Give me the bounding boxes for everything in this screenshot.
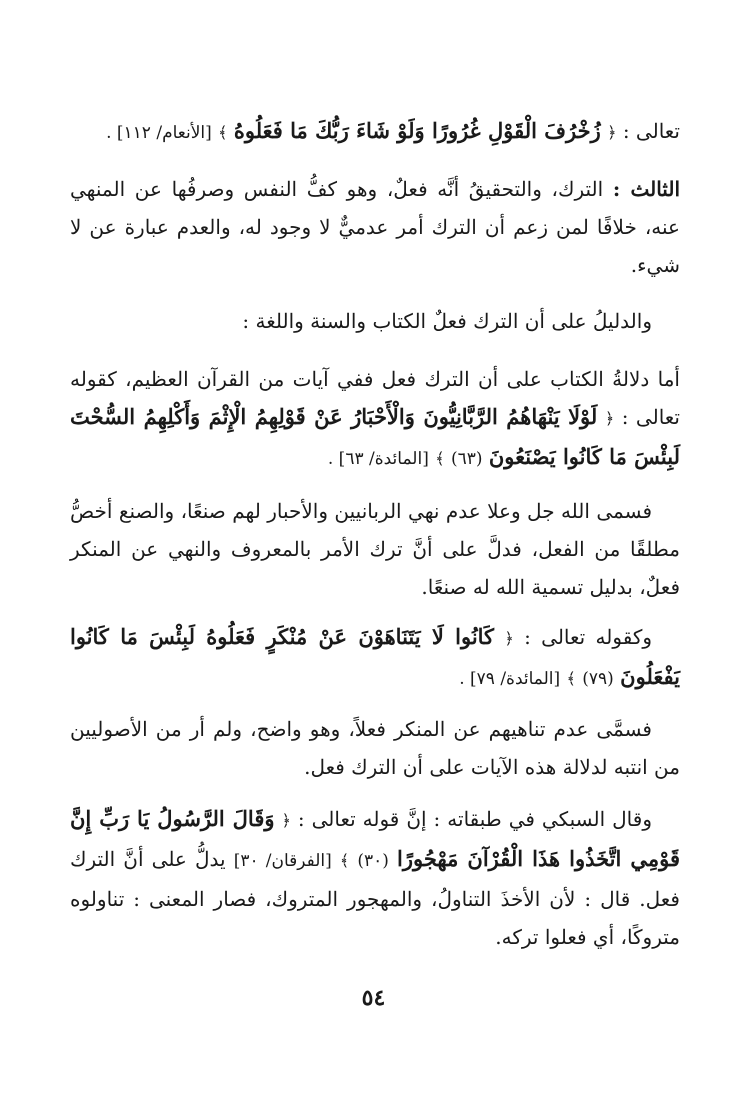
quran-close-bracket-icon: ﴾ bbox=[339, 851, 350, 870]
quran-open-bracket-icon: ﴿ bbox=[281, 811, 291, 830]
ayah-number-icon: (٧٩) bbox=[582, 669, 614, 689]
quran-close-bracket-icon: ﴾ bbox=[218, 123, 228, 142]
quran-verse: كَانُوا لَا يَتَنَاهَوْنَ عَنْ مُنْكَرٍ فَعَلُوهُ لَبِئْسَ مَا كَانُوا يَفْعَلُونَ bbox=[70, 624, 680, 689]
paragraph-subki-quote bbox=[70, 800, 680, 956]
paragraph-text: يدلُّ على أنَّ الترك فعل. قال : لأن الأخذَ التناولُ، والمهجور المتروك، فصار المعنى : تناولوه متروكًا، أي فعلوا تركه. bbox=[70, 847, 680, 949]
quran-verse: زُخْرُفَ الْقَوْلِ غُرُورًا وَلَوْ شَاءَ رَبُّكَ مَا فَعَلُوهُ bbox=[233, 118, 601, 143]
quran-close-bracket-icon: ﴾ bbox=[435, 449, 445, 468]
paragraph-quran-maidah-63 bbox=[70, 360, 680, 478]
paragraph-evidence-intro bbox=[70, 302, 680, 340]
verse-reference: [المائدة/ ٧٩] . bbox=[459, 669, 561, 689]
section-heading: الثالث : bbox=[612, 177, 680, 201]
paragraph-text: والدليلُ على أن الترك فعلٌ الكتاب والسنة واللغة : bbox=[242, 309, 652, 333]
ayah-number-icon: (٦٣) bbox=[450, 449, 483, 469]
paragraph-explanation-1 bbox=[70, 492, 680, 606]
paragraph-text: فسمى الله جل وعلا عدم نهي الربانيين والأحبار لهم صنعًا، والصنع أخصُّ مطلقًا من الفعل، فدلَّ على أنَّ ترك الأمر بالمعروف والنهي عن المنكر فعلٌ، بدليل تسمية الله له صنعًا. bbox=[70, 499, 680, 599]
paragraph-text: أما دلالةُ الكتاب على أن الترك فعل ففي آيات من القرآن العظيم، كقوله تعالى : bbox=[70, 367, 680, 429]
ayah-number-icon: (٣٠) bbox=[357, 851, 389, 871]
quran-close-bracket-icon: ﴾ bbox=[566, 669, 576, 688]
paragraph-quran-maidah-79 bbox=[70, 618, 680, 698]
verse-reference: [الأنعام/ ١١٢] . bbox=[106, 123, 212, 143]
page-number: ٥٤ bbox=[361, 985, 386, 1011]
lead-text: وقال السبكي في طبقاته : إنَّ قوله تعالى : bbox=[297, 807, 652, 831]
lead-text: وكقوله تعالى : bbox=[524, 625, 652, 649]
quran-verse: وَقَالَ الرَّسُولُ يَا رَبِّ إِنَّ قَوْمِي اتَّخَذُوا هَذَا الْقُرْآنَ مَهْجُورًا bbox=[70, 806, 681, 871]
paragraph-text: الترك، والتحقيقُ أنَّه فعلٌ، وهو كفُّ النفس وصرفُها عن المنهي عنه، خلافًا لمن زعم أن الترك أمر عدميٌّ لا وجود له، والعدم عبارة عن لا شيء. bbox=[70, 177, 680, 277]
quran-open-bracket-icon: ﴿ bbox=[504, 629, 514, 648]
verse-reference: [المائدة/ ٦٣] . bbox=[327, 449, 429, 469]
paragraph-explanation-2 bbox=[70, 710, 680, 786]
paragraph-text: فسمَّى عدم تناهيهم عن المنكر فعلاً، وهو واضح، ولم أر من الأصوليين من انتبه لدلالة هذه الآيات على أن الترك فعل. bbox=[70, 717, 680, 779]
paragraph-third-point bbox=[70, 170, 680, 284]
lead-text: تعالى : bbox=[622, 119, 680, 143]
quran-open-bracket-icon: ﴿ bbox=[607, 123, 617, 142]
quran-open-bracket-icon: ﴿ bbox=[604, 409, 615, 428]
paragraph-quran-anam bbox=[70, 112, 680, 152]
quran-verse: لَوْلَا يَنْهَاهُمُ الرَّبَّانِيُّونَ وَالْأَحْبَارُ عَنْ قَوْلِهِمُ الْإِثْمَ وَأَكْلِهِمُ السُّحْتَ لَبِئْسَ مَا كَانُوا يَصْنَعُونَ bbox=[70, 404, 680, 469]
verse-reference: [الفرقان/ ٣٠] bbox=[233, 851, 332, 871]
